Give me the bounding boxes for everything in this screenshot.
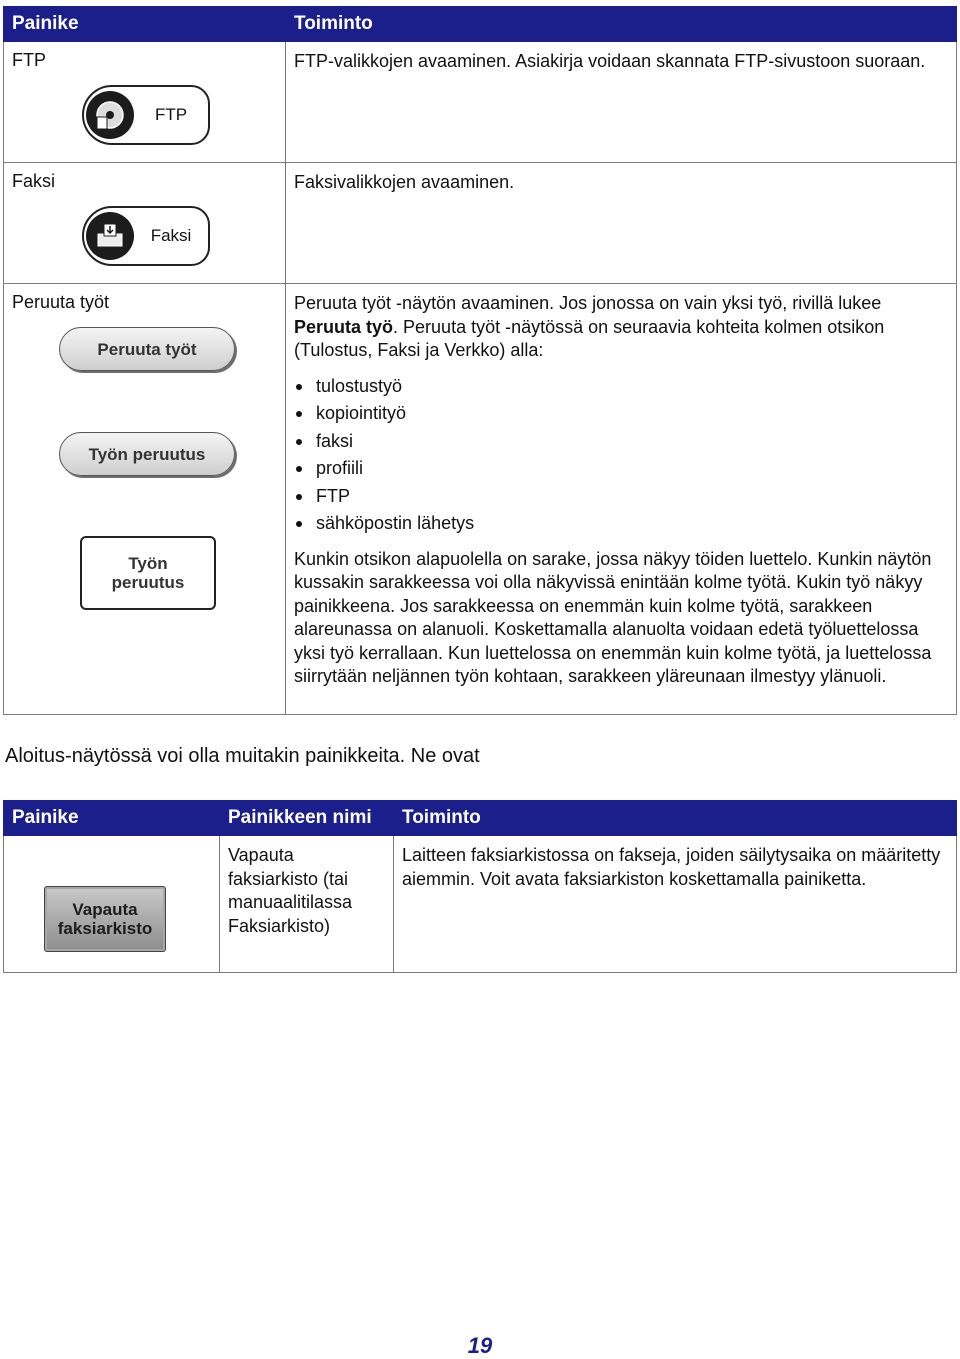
vapauta-name: Vapauta faksiarkisto (tai manuaalitilassa Faksiarkisto) <box>228 845 353 936</box>
job-type-list <box>294 373 956 538</box>
header-painike: Painike <box>4 7 286 42</box>
header-painikkeen-nimi: Painikkeen nimi <box>220 801 394 836</box>
peruuta-tyot-button[interactable]: Peruuta työt <box>59 327 235 371</box>
header-toiminto-2: Toiminto <box>394 801 957 836</box>
list-item: profiili <box>294 455 956 483</box>
faksi-button-label: Faksi <box>150 226 192 245</box>
tyon-peruutus-square-button[interactable] <box>80 536 216 610</box>
ftp-description: FTP-valikkojen avaaminen. Asiakirja voidaan skannata FTP-sivustoon suoraan. <box>294 51 926 71</box>
vapauta-button-line1: Vapauta <box>72 900 138 919</box>
header-painike-2: Painike <box>4 801 220 836</box>
fax-icon <box>86 212 134 260</box>
vapauta-button-line2: faksiarkisto <box>57 919 153 938</box>
row-label-peruuta: Peruuta työt <box>12 292 110 312</box>
table-row-vapauta <box>4 836 957 973</box>
button-function-table <box>3 6 957 715</box>
peruuta-description <box>286 284 956 363</box>
peruuta-paragraph: Kunkin otsikon alapuolella on sarake, jossa näkyy töiden luettelo. Kunkin näytön kussakin sarakkeessa voi olla näkyvissä enintään kolme työtä. Kukin työ näkyy painikkeena. Jos sarakkeessa on enemmän kuin kolme työtä, sarakkeen alareunassa on alanuoli. Koskettamalla alanuolta voidaan edetä työluettelossa yksi työ kerrallaan. Kun luettelossa on enemmän kuin kolme työtä, ja luettelossa siirrytään neljännen työn kohtaan, sarakkeen yläreunaan ilmestyy ylänuoli. <box>294 548 932 686</box>
list-item: tulostustyö <box>294 373 956 401</box>
list-item: kopiointityö <box>294 400 956 428</box>
peruuta-text-bold: Peruuta työ <box>294 316 394 337</box>
list-item: sähköpostin lähetys <box>294 510 956 538</box>
ftp-button[interactable] <box>82 85 210 145</box>
table-row-ftp <box>4 42 957 163</box>
vapauta-description: Laitteen faksiarkistossa on fakseja, joiden säilytysaika on määritetty aiemmin. Voit avata faksiarkiston koskettamalla painiketta. <box>402 845 941 889</box>
peruuta-text-rest: . Peruuta työt -näytössä on seuraavia kohteita kolmen otsikon (Tulostus, Faksi ja Verkko) alla: <box>294 316 885 360</box>
ftp-button-label: FTP <box>154 105 188 124</box>
header-toiminto: Toiminto <box>286 7 957 42</box>
intro-text: Aloitus-näytössä voi olla muitakin painikkeita. Ne ovat <box>5 745 480 767</box>
ftp-disc-icon <box>86 91 134 139</box>
faksi-description: Faksivalikkojen avaaminen. <box>294 172 515 192</box>
list-item: faksi <box>294 428 956 456</box>
square-button-line1: Työn <box>128 554 168 573</box>
table-row-faksi <box>4 163 957 284</box>
row-label-ftp: FTP <box>12 50 46 70</box>
square-button-line2: peruutus <box>111 573 185 592</box>
faksi-button[interactable] <box>82 206 210 266</box>
other-buttons-table <box>3 800 957 973</box>
vapauta-faksiarkisto-button[interactable] <box>44 886 166 952</box>
list-item: FTP <box>294 483 956 511</box>
row-label-faksi: Faksi <box>12 171 56 191</box>
table-row-peruuta <box>4 284 957 715</box>
tyon-peruutus-button[interactable]: Työn peruutus <box>59 432 235 476</box>
page-number: 19 <box>467 1333 493 1358</box>
peruuta-text-lead: Peruuta työt -näytön avaaminen. Jos jonossa on vain yksi työ, rivillä lukee <box>294 293 882 313</box>
